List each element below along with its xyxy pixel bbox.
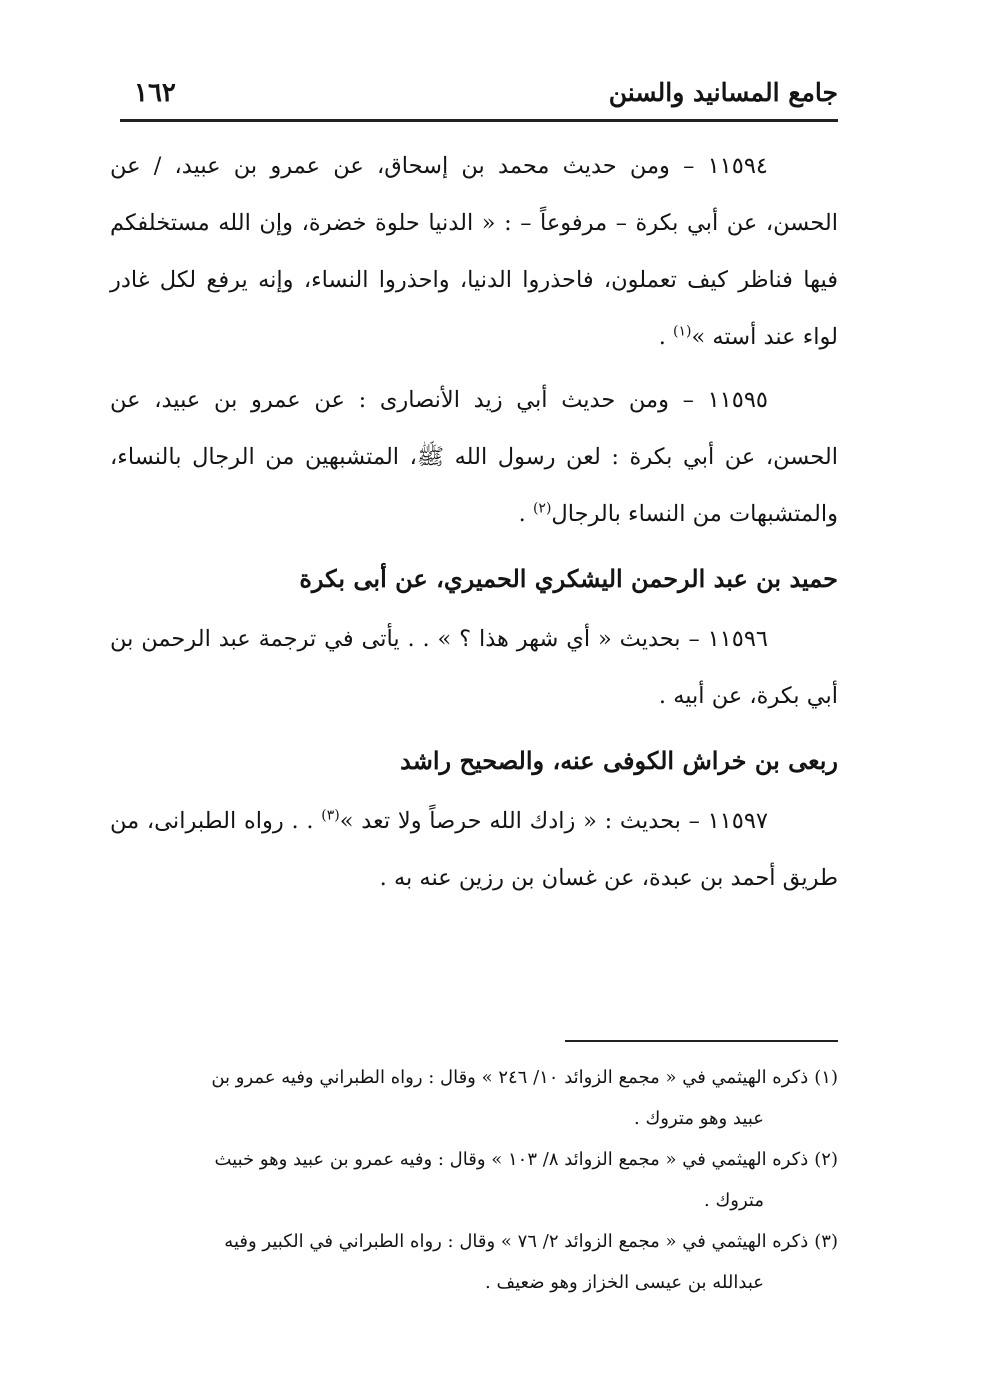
running-title: جامع المسانيد والسنن [608, 78, 838, 107]
entry-end: . [658, 324, 674, 350]
section-heading-ribi: ربعى بن خراش الكوفى عنه، والصحيح راشد [400, 746, 838, 775]
entry-number: ١١٥٩٧ [707, 808, 769, 834]
footnote-number: (١) [814, 1067, 838, 1088]
footnote-2-continuation: متروك . [704, 1190, 764, 1211]
entry-11597 [110, 793, 838, 907]
entry-number: ١١٥٩٤ [707, 153, 768, 179]
footnote-ref: (٣) [321, 807, 340, 824]
entry-number: ١١٥٩٥ [707, 387, 768, 413]
main-text [110, 138, 838, 913]
entry-11594 [110, 138, 838, 366]
entry-text: – ومن حديث محمد بن إسحاق، عن عمرو بن عبيد، / عن الحسن، عن أبي بكرة – مرفوعاً – : « الدنيا حلوة خضرة، وإن الله مستخلفكم فيها فناظر كيف تعملون، فاحذروا الدنيا، واحذروا النساء، وإنه يرفع لكل غادر لواء عند أسته » [110, 153, 838, 350]
footnote-2 [100, 1139, 838, 1180]
footnote-1-continuation: عبيد وهو متروك . [634, 1108, 764, 1129]
entry-text: – ومن حديث أبي زيد الأنصارى : عن عمرو بن عبيد، عن الحسن، عن أبي بكرة : لعن رسول الله ﷺ، المتشبهين من الرجال بالنساء، والمتشبهات من النساء بالرجال [110, 387, 838, 527]
entry-number: ١١٥٩٦ [707, 626, 768, 652]
section-heading-humaid: حميد بن عبد الرحمن اليشكري الحميري، عن أبى بكرة [299, 564, 838, 593]
page-number: ١٦٢ [134, 78, 176, 108]
entry-11595 [110, 372, 838, 543]
footnote-number: (٣) [814, 1231, 838, 1252]
header-rule [120, 119, 838, 122]
entry-11596 [110, 611, 838, 725]
footnote-rule [565, 1040, 838, 1042]
footnote-ref: (٢) [532, 500, 552, 517]
entry-end: . [518, 501, 533, 527]
page-header [120, 70, 838, 118]
footnote-ref: (١) [673, 323, 692, 340]
footnote-number: (٢) [814, 1149, 838, 1170]
footnote-text: ذكره الهيثمي في « مجمع الزوائد ٢/ ٧٦ » وقال : رواه الطبراني في الكبير وفيه [224, 1231, 809, 1252]
footnote-3-continuation: عبدالله بن عيسى الخزاز وهو ضعيف . [485, 1272, 764, 1293]
footnote-text: ذكره الهيثمي في « مجمع الزوائد ١٠/ ٢٤٦ » وقال : رواه الطبراني وفيه عمرو بن [211, 1067, 809, 1088]
footnote-text: ذكره الهيثمي في « مجمع الزوائد ٨/ ١٠٣ » وقال : وفيه عمرو بن عبيد وهو خبيث [214, 1149, 809, 1170]
footnotes [100, 1057, 838, 1303]
footnote-1 [100, 1057, 838, 1098]
footnote-3 [100, 1221, 838, 1262]
entry-text: – بحديث « أي شهر هذا ؟ » . . يأتى في ترجمة عبد الرحمن بن أبي بكرة، عن أبيه . [110, 626, 838, 709]
entry-text: – بحديث : « زادك الله حرصاً ولا تعد » [339, 808, 708, 834]
entry-end: . . رواه الطبرانى، من طريق أحمد بن عبدة، عن غسان بن رزين عنه به . [110, 808, 838, 891]
